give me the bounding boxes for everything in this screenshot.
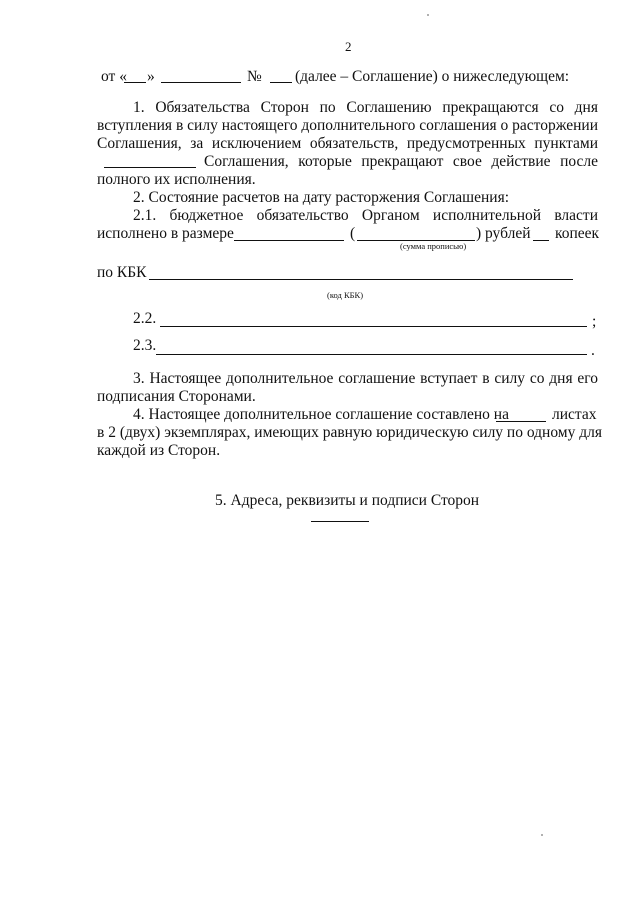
p4-line2: в 2 (двух) экземплярах, имеющих равную юридическую силу по одному для bbox=[97, 424, 602, 441]
item-23-label: 2.3. bbox=[133, 337, 157, 354]
p1-line4: Соглашения, которые прекращают свое действие после bbox=[204, 153, 598, 170]
item-22-label: 2.2. bbox=[133, 310, 157, 327]
sheets-blank bbox=[496, 421, 546, 422]
p2-line2-label: исполнено в размере bbox=[97, 225, 234, 242]
page-number: 2 bbox=[345, 39, 352, 54]
p3-line1: 3. Настоящее дополнительное соглашение вступает в силу со дня его bbox=[133, 370, 598, 387]
paren-close: ) bbox=[476, 225, 482, 242]
rubles-label: рублей bbox=[485, 225, 531, 242]
kbk-caption: (код КБК) bbox=[327, 290, 364, 300]
kopeks-blank bbox=[533, 240, 549, 241]
amount-caption: (сумма прописью) bbox=[400, 241, 467, 251]
item-23-end: . bbox=[591, 342, 595, 359]
section5-title: 5. Адреса, реквизиты и подписи Сторон bbox=[215, 492, 480, 509]
kopeks-label: копеек bbox=[555, 225, 600, 242]
p1-line1: 1. Обязательства Сторон по Соглашению прекращаются со дня bbox=[133, 99, 598, 116]
p1-line2: вступления в силу настоящего дополнительного соглашения о расторжении bbox=[97, 117, 598, 134]
p4-line3: каждой из Сторон. bbox=[97, 442, 221, 459]
p4-line1-text: 4. Настоящее дополнительное соглашение составлено на bbox=[133, 406, 509, 423]
p4-line1-sheets: листах bbox=[552, 406, 597, 423]
header-number-sign: № bbox=[247, 68, 262, 85]
p2-title: 2. Состояние расчетов на дату расторжения Соглашения: bbox=[133, 189, 510, 206]
kbk-label: по КБК bbox=[97, 264, 147, 281]
kbk-blank bbox=[149, 279, 573, 280]
p1-line5: полного их исполнения. bbox=[97, 171, 256, 188]
p2-line1: 2.1. бюджетное обязательство Органом исполнительной власти bbox=[133, 207, 598, 224]
item-23-blank bbox=[156, 354, 587, 355]
p1-line3: Соглашения, за исключением обязательств, предусмотренных пунктами bbox=[97, 135, 598, 152]
paren-open: ( bbox=[350, 225, 356, 242]
header-rest: (далее – Соглашение) о нижеследующем: bbox=[295, 68, 570, 85]
amount-digits-blank bbox=[234, 240, 344, 241]
header-quote-close: » bbox=[147, 68, 155, 85]
scan-speck bbox=[427, 14, 429, 16]
p3-line2: подписания Сторонами. bbox=[97, 388, 256, 405]
header-day-blank bbox=[124, 82, 146, 83]
item-22-blank bbox=[160, 326, 587, 327]
item-22-end: ; bbox=[592, 313, 597, 330]
header-number-blank bbox=[270, 82, 292, 83]
p1-items-blank bbox=[104, 167, 196, 168]
header-from: от « bbox=[101, 68, 127, 85]
header-date-blank bbox=[161, 82, 241, 83]
section5-divider bbox=[311, 521, 369, 522]
scan-speck bbox=[541, 834, 543, 836]
